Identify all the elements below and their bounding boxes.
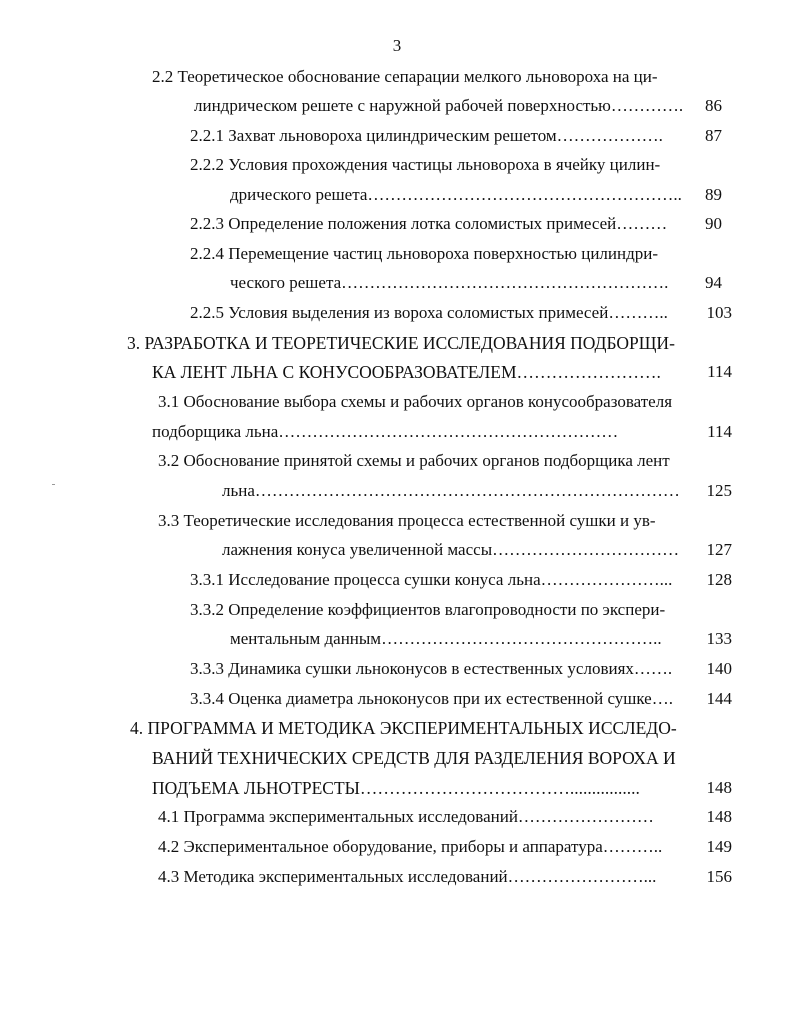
toc-line: линдрическом решете с наружной рабочей поверхностью…………. [194, 96, 684, 115]
toc-page-number: 89 [705, 185, 722, 204]
toc-line: 4. ПРОГРАММА И МЕТОДИКА ЭКСПЕРИМЕНТАЛЬНЫХ ИССЛЕДО- [130, 718, 677, 738]
toc-page-number: 156 [706, 867, 732, 886]
scan-speck [52, 484, 55, 485]
toc-page-number: 87 [705, 126, 722, 145]
toc-line: 2.2.4 Перемещение частиц льновороха поверхностью цилиндри- [190, 244, 659, 263]
toc-line: 4.3 Методика экспериментальных исследований……………………... [158, 867, 657, 886]
toc-page-number: 149 [706, 837, 732, 856]
toc-page-number: 127 [706, 540, 732, 559]
toc-line: 2.2.1 Захват льновороха цилиндрическим решетом………………. [190, 126, 663, 145]
toc-line: ПОДЪЕМА ЛЬНОТРЕСТЫ………………………………................ [152, 778, 640, 798]
toc-line: 2.2.2 Условия прохождения частицы льновороха в ячейку цилин- [190, 155, 661, 174]
toc-line: ментальным данным………………………………………….. [230, 629, 662, 648]
page-number: 3 [392, 36, 402, 55]
toc-line: 3.3.4 Оценка диаметра льноконусов при их естественной сушке…. [190, 689, 673, 708]
toc-line: 2.2 Теоретическое обоснование сепарации мелкого льновороха на ци- [152, 67, 658, 86]
toc-line: 2.2.3 Определение положения лотка соломистых примесей……… [190, 214, 668, 233]
toc-page-number: 90 [705, 214, 722, 233]
toc-page-number: 103 [706, 303, 732, 322]
toc-page-number: 94 [705, 273, 722, 292]
toc-line: 3.3.3 Динамика сушки льноконусов в естественных условиях……. [190, 659, 673, 678]
toc-line: 3.3.1 Исследование процесса сушки конуса льна…………………... [190, 570, 673, 589]
toc-line: ческого решета…………………………………………………. [230, 273, 669, 292]
toc-line: лажнения конуса увеличенной массы…………………………… [222, 540, 680, 559]
toc-line: льна………………………………………………………………… [222, 481, 680, 500]
toc-line: ВАНИЙ ТЕХНИЧЕСКИХ СРЕДСТВ ДЛЯ РАЗДЕЛЕНИЯ ВОРОХА И [152, 748, 676, 768]
toc-line: 3.2 Обоснование принятой схемы и рабочих органов подборщика лент [158, 451, 670, 470]
toc-page-number: 114 [707, 362, 732, 381]
toc-page-number: 114 [707, 422, 732, 441]
toc-line: подборщика льна…………………………………………………… [152, 422, 619, 441]
toc-page-number: 133 [706, 629, 732, 648]
toc-page-number: 148 [706, 807, 732, 826]
toc-line: 4.2 Экспериментальное оборудование, приборы и аппаратура……….. [158, 837, 663, 856]
toc-line: 4.1 Программа экспериментальных исследований…………………… [158, 807, 654, 826]
toc-page-number: 140 [706, 659, 732, 678]
toc-page-number: 148 [706, 778, 732, 797]
toc-page-number: 86 [705, 96, 722, 115]
toc-page-number: 125 [706, 481, 732, 500]
toc-line: КА ЛЕНТ ЛЬНА С КОНУСООБРАЗОВАТЕЛЕМ……………………. [152, 362, 661, 382]
toc-page-number: 144 [706, 689, 732, 708]
toc-line: 3.3 Теоретические исследования процесса естественной сушки и ув- [158, 511, 656, 530]
toc-line: 3.3.2 Определение коэффициентов влагопроводности по экспери- [190, 600, 666, 619]
toc-line: 2.2.5 Условия выделения из вороха соломистых примесей……….. [190, 303, 668, 322]
toc-line: дрического решета……………………………………………….. [230, 185, 682, 204]
toc-page-number: 128 [706, 570, 732, 589]
toc-line: 3.1 Обоснование выбора схемы и рабочих органов конусообразователя [158, 392, 673, 411]
toc-line: 3. РАЗРАБОТКА И ТЕОРЕТИЧЕСКИЕ ИССЛЕДОВАНИЯ ПОДБОРЩИ- [127, 333, 675, 353]
